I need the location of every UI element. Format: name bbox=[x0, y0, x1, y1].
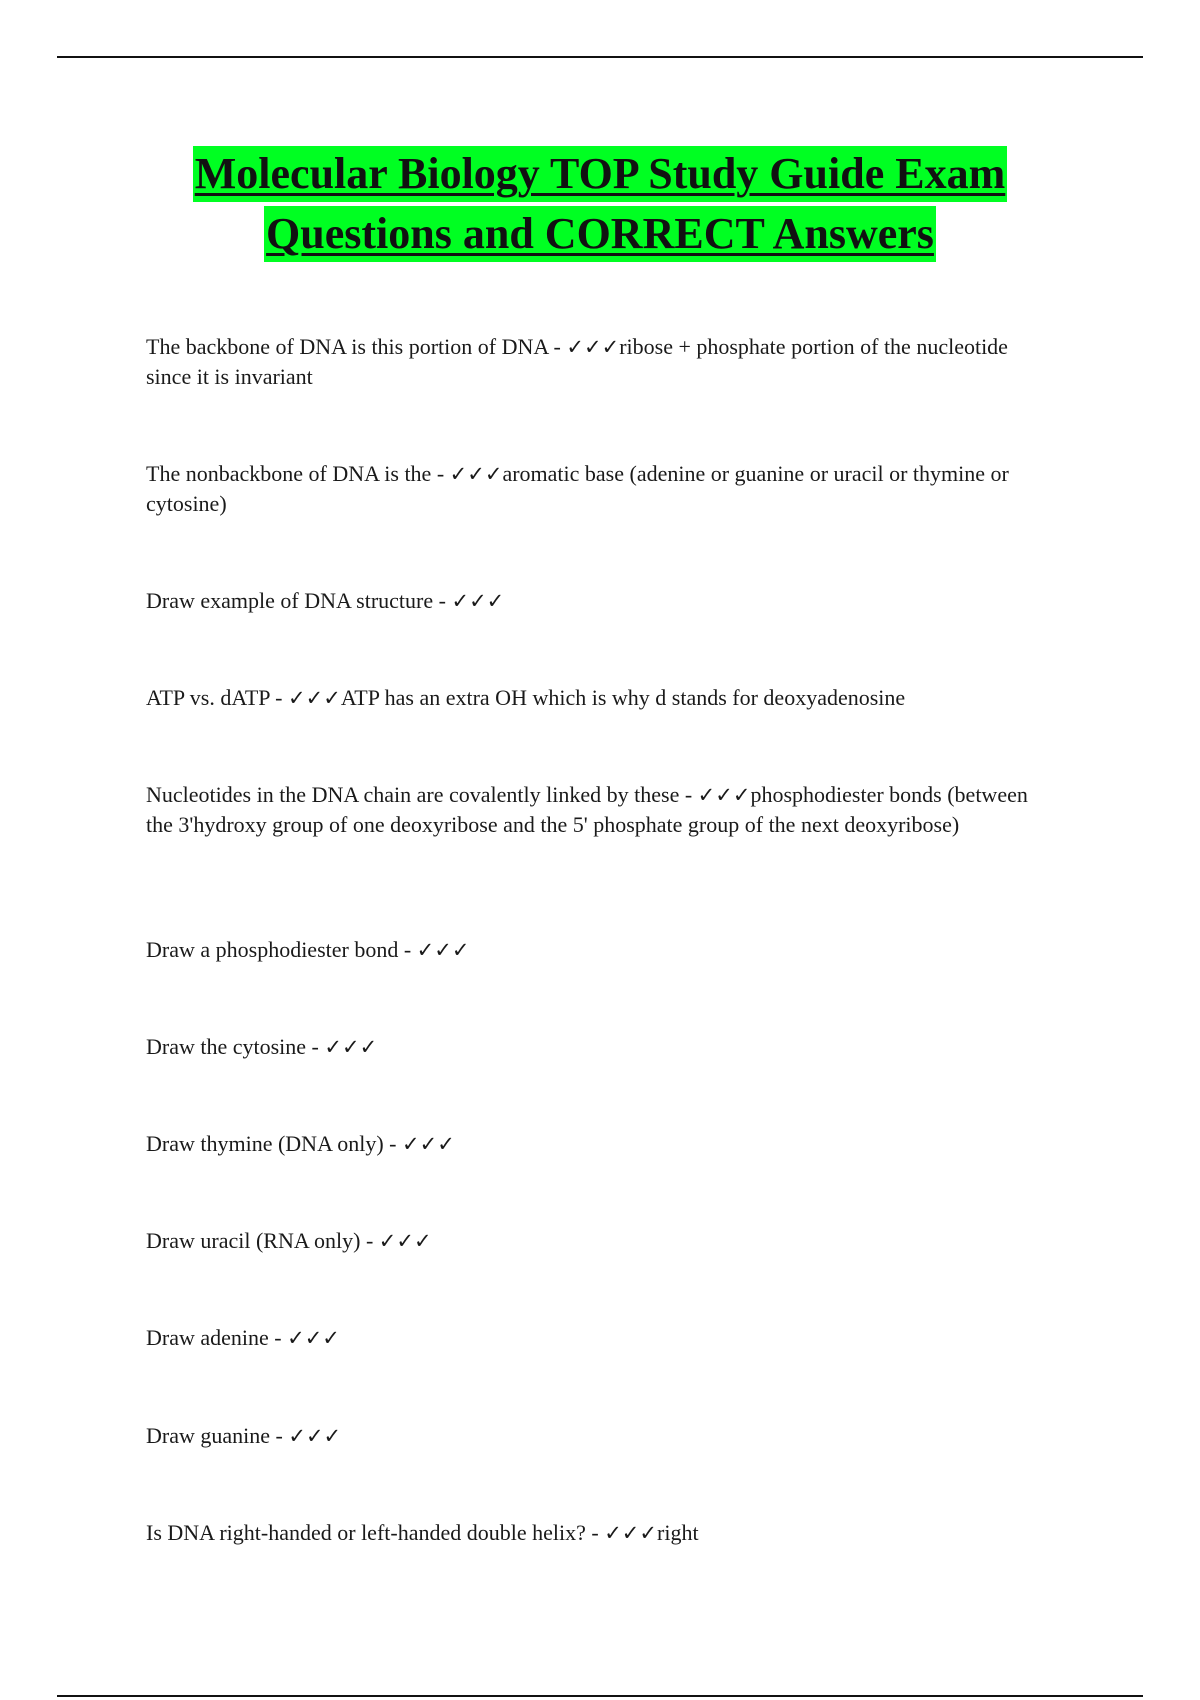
bottom-rule bbox=[57, 1695, 1143, 1697]
answer-text: aromatic base (adenine or guanine or uracil or thymine or cytosine) bbox=[146, 461, 1009, 516]
question-text: Nucleotides in the DNA chain are covalently linked by these - bbox=[146, 782, 698, 807]
answer-text: ribose + phosphate portion of the nucleotide since it is invariant bbox=[146, 334, 1008, 389]
check-marks-icon: ✓✓✓ bbox=[697, 783, 751, 807]
question-text: Draw adenine - bbox=[146, 1325, 288, 1350]
qa-item-12 bbox=[146, 1518, 1046, 1548]
top-rule bbox=[57, 56, 1143, 58]
question-text: Draw the cytosine - bbox=[146, 1034, 325, 1059]
check-marks-icon: ✓✓✓ bbox=[324, 1035, 378, 1059]
qa-item-8 bbox=[146, 1129, 1046, 1159]
answer-text: right bbox=[657, 1520, 699, 1545]
check-marks-icon: ✓✓✓ bbox=[287, 1326, 340, 1350]
check-marks-icon: ✓✓✓ bbox=[416, 938, 470, 962]
question-text: Draw thymine (DNA only) - bbox=[146, 1131, 403, 1156]
qa-item-4 bbox=[146, 683, 1046, 713]
check-marks-icon: ✓✓✓ bbox=[288, 1424, 342, 1448]
question-text: Draw uracil (RNA only) - bbox=[146, 1228, 379, 1253]
qa-item-2 bbox=[146, 459, 1046, 519]
question-text: Draw guanine - bbox=[146, 1423, 289, 1448]
answer-text: phosphodiester bonds (between the 3'hydroxy group of one deoxyribose and the 5' phosphate group of the next deoxyribose) bbox=[146, 782, 1028, 837]
question-text: The backbone of DNA is this portion of DNA - bbox=[146, 334, 567, 359]
qa-item-7 bbox=[146, 1032, 1046, 1062]
qa-item-3 bbox=[146, 586, 1046, 616]
qa-item-5 bbox=[146, 780, 1046, 840]
qa-item-10 bbox=[146, 1323, 1046, 1353]
question-text: Draw a phosphodiester bond - bbox=[146, 937, 417, 962]
qa-item-6 bbox=[146, 935, 1046, 965]
question-text: The nonbackbone of DNA is the - bbox=[146, 461, 450, 486]
check-marks-icon: ✓✓✓ bbox=[402, 1132, 455, 1156]
qa-item-9 bbox=[146, 1226, 1046, 1256]
document-title bbox=[100, 146, 1100, 262]
question-text: Draw example of DNA structure - bbox=[146, 588, 452, 613]
check-marks-icon: ✓✓✓ bbox=[451, 589, 505, 613]
qa-item-11 bbox=[146, 1421, 1046, 1451]
qa-item-1 bbox=[146, 332, 1046, 392]
question-text: ATP vs. dATP - bbox=[146, 685, 289, 710]
check-marks-icon: ✓✓✓ bbox=[449, 462, 503, 486]
question-text: Is DNA right-handed or left-handed double helix? - bbox=[146, 1520, 605, 1545]
check-marks-icon: ✓✓✓ bbox=[378, 1229, 432, 1253]
check-marks-icon: ✓✓✓ bbox=[604, 1521, 657, 1545]
title-line-2: Questions and CORRECT Answers bbox=[264, 206, 936, 262]
check-marks-icon: ✓✓✓ bbox=[566, 335, 620, 359]
title-line-1: Molecular Biology TOP Study Guide Exam bbox=[193, 146, 1007, 202]
check-marks-icon: ✓✓✓ bbox=[288, 686, 341, 710]
answer-text: ATP has an extra OH which is why d stands for deoxyadenosine bbox=[340, 685, 906, 710]
